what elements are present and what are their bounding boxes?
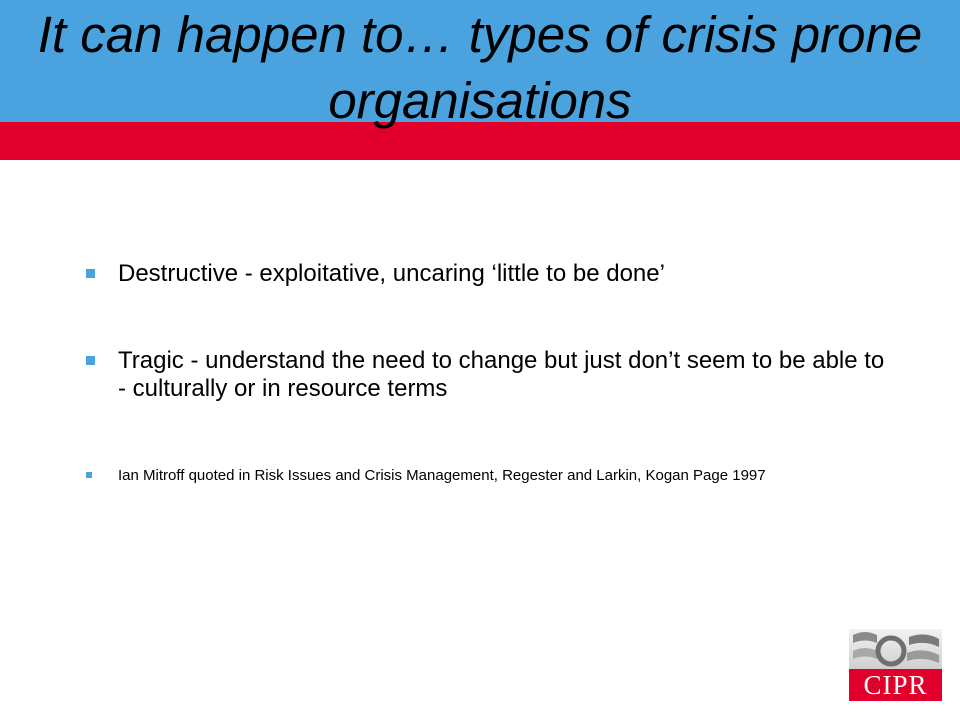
citation-item bbox=[86, 467, 866, 485]
bullet-text: Destructive - exploitative, uncaring ‘little to be done’ bbox=[118, 260, 665, 287]
square-bullet-icon bbox=[86, 472, 92, 478]
slide-title: It can happen to… types of crisis prone organisations bbox=[37, 6, 923, 129]
bullet-item bbox=[86, 260, 886, 288]
citation-text: Ian Mitroff quoted in Risk Issues and Crisis Management, Regester and Larkin, Kogan Page 1997 bbox=[118, 467, 766, 484]
logo-emblem-icon bbox=[849, 629, 942, 669]
cipr-logo bbox=[849, 629, 942, 701]
logo-wordmark: CIPR bbox=[849, 669, 942, 701]
bullet-text: Tragic - understand the need to change but just don’t seem to be able to - culturally or in resource terms bbox=[118, 347, 885, 402]
bullet-item bbox=[86, 347, 886, 403]
square-bullet-icon bbox=[86, 269, 95, 278]
square-bullet-icon bbox=[86, 356, 95, 365]
